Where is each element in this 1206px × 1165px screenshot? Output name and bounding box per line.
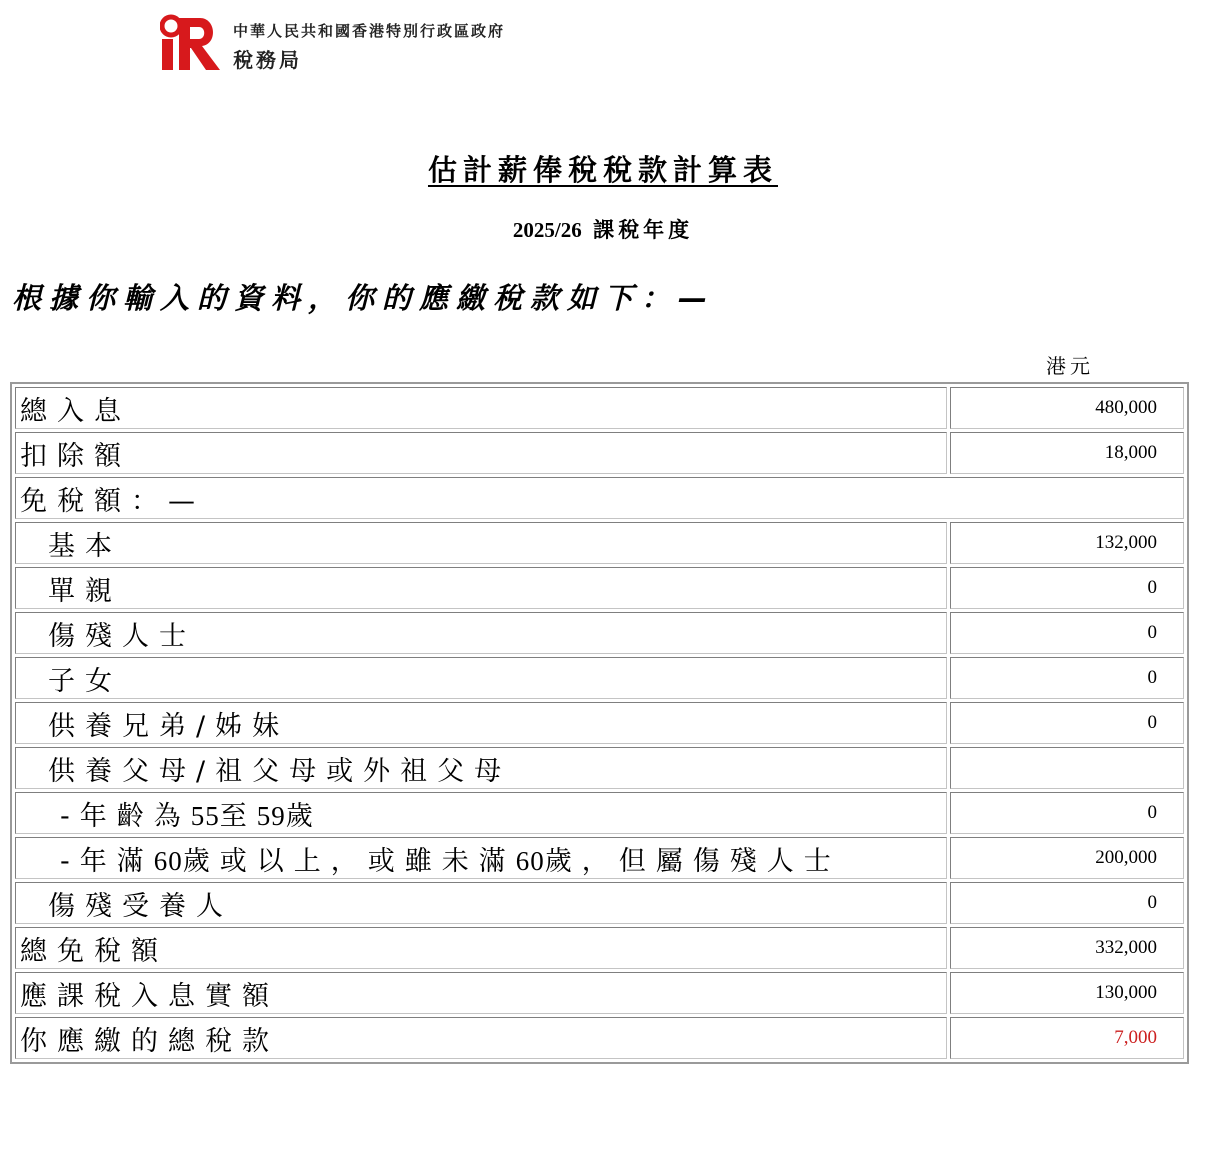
single-parent-label: 單親 [15,567,947,609]
age-60-plus-mid: 歲或以上，或雖未滿 [182,845,516,877]
age-60-plus-value: 200,000 [950,837,1184,879]
total-allowances-label: 總免稅額 [15,927,947,969]
disabled-dependent-value: 0 [950,882,1184,924]
total-allowances-value: 332,000 [950,927,1184,969]
age-55-59-age2: 59 [256,800,286,831]
age-60-plus-prefix: -年滿 [60,845,154,877]
page-title-text: 估計薪俸稅稅款計算表 [427,153,778,187]
age-55-59-suffix: 歲 [285,800,323,832]
net-chargeable-income-label: 應課稅入息實額 [15,972,947,1014]
age-55-59-prefix: -年齡為 [60,800,191,832]
table-row [15,1017,1184,1059]
table-row [15,927,1184,969]
table-row [15,432,1184,474]
age-60-plus-label [15,837,947,879]
child-allowance-value: 0 [950,657,1184,699]
table-row [15,387,1184,429]
table-row [15,522,1184,564]
age-55-59-value: 0 [950,792,1184,834]
total-tax-value: 7,000 [950,1017,1184,1059]
table-row [15,747,1184,789]
disabled-dependent-label: 傷殘受養人 [15,882,947,924]
disabled-person-label: 傷殘人士 [15,612,947,654]
assessment-year-label: 課稅年度 [593,218,694,242]
intro-text: 根據你輸入的資料，你的應繳稅款如下：— [12,281,716,315]
allowances-heading: 免稅額：— [15,477,1184,519]
table-row [15,702,1184,744]
table-row [15,792,1184,834]
total-income-label: 總入息 [15,387,947,429]
org-name-government: 中華人民共和國香港特別行政區政府 [233,22,506,40]
deductions-label: 扣除額 [15,432,947,474]
table-row [15,972,1184,1014]
currency-label: 港元 [1046,354,1094,378]
basic-allowance-label: 基本 [15,522,947,564]
table-row [15,477,1184,519]
deductions-value: 18,000 [950,432,1184,474]
page-title [0,148,1206,189]
disabled-person-value: 0 [950,612,1184,654]
tax-computation-table [10,382,1189,1064]
age-60-plus-age2: 60 [515,845,545,876]
table-row [15,567,1184,609]
age-55-59-age1: 55 [190,800,220,831]
single-parent-value: 0 [950,567,1184,609]
age-55-59-label [15,792,947,834]
page-header [160,14,580,74]
table-row [15,657,1184,699]
child-allowance-label: 子女 [15,657,947,699]
assessment-year-number: 2025/26 [512,218,582,242]
dependent-parent-heading: 供養父母/祖父母或外祖父母 [15,747,947,789]
ird-logo-icon [160,14,222,72]
table-row [15,837,1184,879]
dependent-parent-heading-value [950,747,1184,789]
net-chargeable-income-value: 130,000 [950,972,1184,1014]
dependent-sibling-label: 供養兄弟/姊妹 [15,702,947,744]
total-income-value: 480,000 [950,387,1184,429]
assessment-year [0,214,1206,244]
basic-allowance-value: 132,000 [950,522,1184,564]
table-row [15,612,1184,654]
age-60-plus-age1: 60 [153,845,183,876]
dependent-sibling-value: 0 [950,702,1184,744]
table-row [15,882,1184,924]
age-60-plus-suffix: 歲，但屬傷殘人士 [544,845,841,877]
total-tax-label: 你應繳的總稅款 [15,1017,947,1059]
org-name-department: 稅務局 [233,48,302,72]
age-55-59-mid: 至 [219,800,257,832]
